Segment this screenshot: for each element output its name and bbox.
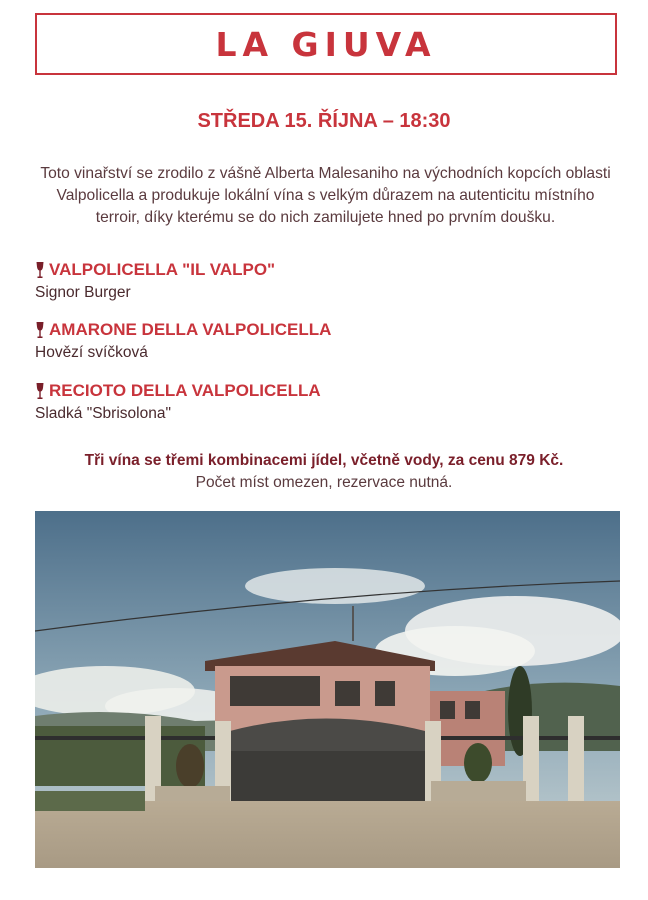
wine-name: VALPOLICELLA "IL VALPO" bbox=[49, 260, 276, 279]
reservation-note: Počet míst omezen, rezervace nutná. bbox=[195, 474, 453, 491]
wine-glass-icon bbox=[35, 321, 45, 339]
winery-photo bbox=[35, 511, 620, 868]
wine-name: AMARONE DELLA VALPOLICELLA bbox=[49, 320, 332, 339]
wine-item bbox=[35, 259, 595, 302]
wine-item bbox=[35, 380, 595, 423]
winery-illustration bbox=[35, 511, 620, 868]
wine-item bbox=[35, 319, 595, 362]
wine-pairing: Hovězí svíčková bbox=[35, 344, 148, 361]
intro-text: Toto vinařství se zrodilo z vášně Alberta Malesaniho na východních kopcích oblasti Valpolicella a produkuje lokální vína s velkým důrazem na autenticitu místního terroir, díky kterému se do nich zamilujete hned po prvním doušku. bbox=[40, 165, 611, 226]
wine-pairing: Signor Burger bbox=[35, 284, 131, 301]
wine-glass-icon bbox=[35, 261, 45, 279]
wine-heading bbox=[35, 319, 595, 341]
wine-name: RECIOTO DELLA VALPOLICELLA bbox=[49, 381, 321, 400]
wine-glass-icon bbox=[35, 382, 45, 400]
event-date: STŘEDA 15. ŘÍJNA – 18:30 bbox=[197, 110, 451, 132]
wine-pairing: Sladká "Sbrisolona" bbox=[35, 405, 171, 422]
offer-text: Tři vína se třemi kombinacemi jídel, včetně vody, za cenu 879 Kč. bbox=[84, 452, 564, 469]
title-box bbox=[35, 13, 617, 75]
wine-heading bbox=[35, 380, 595, 402]
page-title: LA GIUVA bbox=[215, 24, 437, 64]
wine-heading bbox=[35, 259, 595, 281]
